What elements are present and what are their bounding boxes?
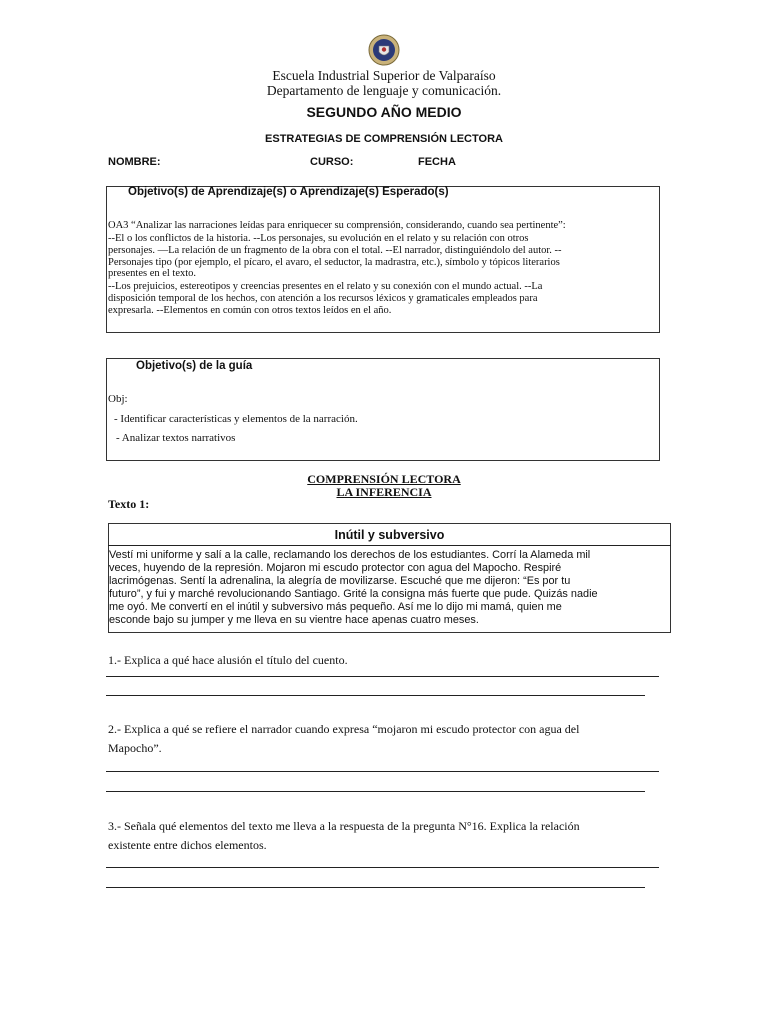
- guide-objective-item: - Analizar textos narrativos: [116, 432, 236, 444]
- question-1: 1.- Explica a qué hace alusión el título del cuento.: [108, 653, 348, 667]
- guide-objectives-box: [106, 358, 660, 461]
- story-title: Inútil y subversivo: [334, 528, 445, 542]
- date-field-label: FECHA: [418, 156, 456, 168]
- guide-objective-item: - Identificar características y elementos de la narración.: [114, 413, 358, 425]
- school-crest-icon: [368, 34, 400, 66]
- guide-subtitle: ESTRATEGIAS DE COMPRENSIÓN LECTORA: [265, 133, 503, 145]
- objective-line: OA3 “Analizar las narraciones leídas para enriquecer su comprensión, considerando, cuando sea pertinente”:: [108, 220, 566, 231]
- course-field-label: CURSO:: [310, 156, 354, 168]
- answer-line[interactable]: [106, 771, 659, 772]
- objective-line: disposición temporal de los hechos, con atención a los recursos léxicos y gramaticales empleados para: [108, 293, 538, 304]
- name-field-label: NOMBRE:: [108, 156, 161, 168]
- department-name: Departamento de lenguaje y comunicación.: [266, 83, 502, 98]
- story-line: esconde bajo su jumper y me lleva en su vientre hace apenas cuatro meses.: [109, 614, 479, 626]
- story-line: lacrimógenas. Sentí la adrenalina, la alegría de movilizarse. Escuché que me dijeron: “Es por tu: [109, 575, 571, 587]
- answer-line[interactable]: [106, 867, 659, 868]
- objective-line: --El o los conflictos de la historia. --Los personajes, su evolución en el relato y su relación con otros: [108, 233, 529, 244]
- question-2-continuation: Mapocho”.: [108, 741, 162, 755]
- school-name: Escuela Industrial Superior de Valparaíso: [272, 68, 496, 83]
- objective-line: expresarla. --Elementos en común con otros textos leídos en el año.: [108, 305, 392, 316]
- learning-objectives-title: Objetivo(s) de Aprendizaje(s) o Aprendizaje(s) Esperado(s): [128, 186, 449, 198]
- grade-title: SEGUNDO AÑO MEDIO: [306, 104, 462, 120]
- answer-line[interactable]: [106, 887, 645, 888]
- story-title-divider: [108, 545, 671, 546]
- story-line: futuro”, y fui y marché revolucionando Santiago. Grité la consigna más fuerte que pude. Quizás nadie: [109, 588, 598, 600]
- guide-objectives-title: Objetivo(s) de la guía: [136, 360, 253, 372]
- section-title: COMPRENSIÓN LECTORA: [307, 472, 461, 486]
- objective-line: Personajes tipo (por ejemplo, el pícaro, el avaro, el seductor, la madrastra, etc.), símbolo y tópicos literarios: [108, 257, 560, 268]
- objective-line: presentes en el texto.: [108, 268, 197, 279]
- question-3: 3.- Señala qué elementos del texto me lleva a la respuesta de la pregunta N°16. Explica la relación: [108, 819, 580, 833]
- question-3-continuation: existente entre dichos elementos.: [108, 838, 267, 852]
- story-line: Vestí mi uniforme y salí a la calle, reclamando los derechos de los estudiantes. Corrí la Alameda mil: [109, 549, 591, 561]
- answer-line[interactable]: [106, 791, 645, 792]
- story-line: me oyó. Me convertí en el inútil y subversivo más pequeño. Así me lo dijo mi mamá, quien me: [109, 601, 562, 613]
- section-subtitle: LA INFERENCIA: [336, 485, 432, 499]
- answer-line[interactable]: [106, 676, 659, 677]
- question-2: 2.- Explica a qué se refiere el narrador cuando expresa “mojaron mi escudo protector con agua del: [108, 722, 580, 736]
- guide-obj-label: Obj:: [108, 393, 128, 405]
- story-line: veces, huyendo de la represión. Mojaron mi escudo protector con agua del Mapocho. Respiré: [109, 562, 562, 574]
- text-label: Texto 1:: [108, 497, 150, 511]
- objective-line: personajes. —La relación de un fragmento de la obra con el total. --El narrador, distinguiéndolo del autor. --: [108, 245, 562, 256]
- objective-line: --Los prejuicios, estereotipos y creencias presentes en el relato y su conexión con el mundo actual. --La: [108, 281, 543, 292]
- answer-line[interactable]: [106, 695, 645, 696]
